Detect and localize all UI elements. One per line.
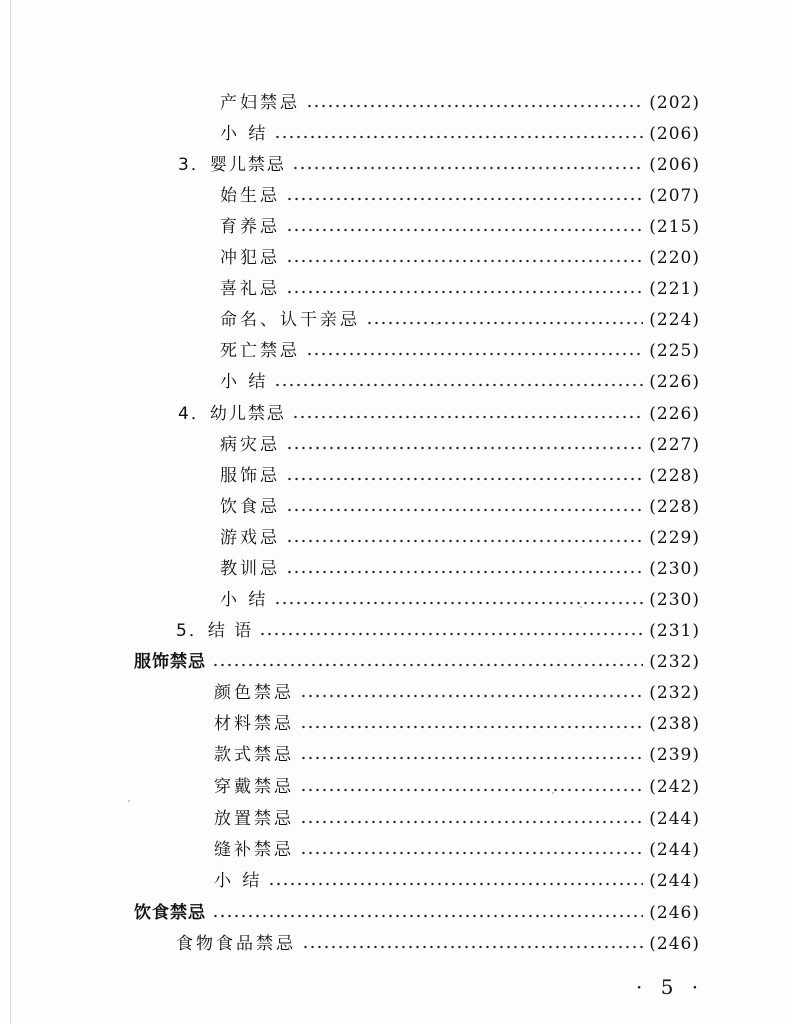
dot-leader: [292, 415, 643, 419]
toc-entry-title: 喜礼忌: [220, 279, 280, 299]
toc-entry-page: (239): [649, 745, 700, 765]
toc-entry-page: (227): [649, 435, 700, 455]
dot-leader: [300, 788, 643, 792]
toc-entry-page: (228): [649, 497, 700, 517]
toc-entry-title: 教训忌: [220, 559, 280, 579]
toc-chapter-title: 服饰禁忌: [134, 652, 206, 672]
toc-entry: [220, 305, 700, 335]
toc-entry-title: 食物食品禁忌: [176, 934, 296, 954]
toc-entry: [214, 772, 700, 802]
dot-leader: [306, 104, 643, 108]
toc-entry: [214, 835, 700, 865]
toc-entry-page: (206): [649, 155, 700, 175]
toc-entry: [214, 678, 700, 708]
toc-entry-page: (220): [649, 248, 700, 268]
toc-chapter-entry: [134, 898, 700, 928]
dot-leader: [286, 228, 643, 232]
toc-chapter-title: 饮食禁忌: [134, 903, 206, 923]
toc-chapter-entry: [134, 647, 700, 677]
dot-leader: [300, 756, 643, 760]
toc-entry-title: 小 结: [220, 590, 269, 610]
dot-leader: [300, 725, 643, 729]
dot-leader: [300, 820, 643, 824]
dot-leader: [212, 914, 643, 918]
toc-entry-page: (232): [649, 652, 700, 672]
toc-entry-title: 命名、认干亲忌: [220, 310, 360, 330]
toc-entry: [214, 709, 700, 739]
toc-entry: [220, 554, 700, 584]
toc-entry: [220, 243, 700, 273]
toc-entry-page: (224): [649, 310, 700, 330]
dot-leader: [286, 508, 643, 512]
toc-entry-page: (226): [649, 372, 700, 392]
toc-entry-title: 小 结: [220, 124, 269, 144]
dot-leader: [259, 632, 643, 636]
dot-leader: [274, 135, 643, 139]
toc-entry-page: (244): [649, 840, 700, 860]
dot-leader: [286, 197, 643, 201]
toc-entry-title: 病灾忌: [220, 435, 280, 455]
dot-leader: [212, 663, 643, 667]
page-number: · 5 ·: [636, 975, 705, 999]
dot-leader: [286, 477, 643, 481]
toc-entry-title: 颜色禁忌: [214, 683, 294, 703]
toc-entry-page: (246): [649, 903, 700, 923]
toc-entry-page: (206): [649, 124, 700, 144]
toc-entry-title: 材料禁忌: [214, 714, 294, 734]
toc-entry-page: (225): [649, 341, 700, 361]
toc-entry-title: 放置禁忌: [214, 809, 294, 829]
toc-entry-title: 穿戴禁忌: [214, 777, 294, 797]
toc-entry: [220, 585, 700, 615]
toc-entry-page: (238): [649, 714, 700, 734]
toc-entry-title: 小 结: [214, 871, 263, 891]
dot-leader: [286, 570, 643, 574]
scan-speck: [436, 323, 438, 325]
dot-leader: [286, 259, 643, 263]
toc-entry-title: 5．结 语: [176, 621, 254, 641]
dot-leader: [286, 446, 643, 450]
toc-entry-title: 游戏忌: [220, 528, 280, 548]
toc-entry-title: 小 结: [220, 372, 269, 392]
toc-entry-title: 冲犯忌: [220, 248, 280, 268]
dot-leader: [274, 601, 643, 605]
toc-entry-title: 4．幼儿禁忌: [178, 404, 286, 424]
dot-leader: [286, 290, 643, 294]
toc-entry: [220, 367, 700, 397]
dot-leader: [306, 352, 643, 356]
toc-entry: [178, 150, 700, 180]
scan-speck: [580, 606, 582, 608]
dot-leader: [300, 851, 643, 855]
toc-entry-title: 始生忌: [220, 186, 280, 206]
toc-entry-page: (232): [649, 683, 700, 703]
toc-entry: [214, 740, 700, 770]
toc-entry-title: 饮食忌: [220, 497, 280, 517]
scan-speck: [128, 800, 130, 802]
dot-leader: [274, 383, 643, 387]
toc-entry-page: (242): [649, 777, 700, 797]
dot-leader: [366, 321, 643, 325]
toc-entry: [220, 212, 700, 242]
toc-entry-page: (202): [649, 93, 700, 113]
dot-leader: [268, 882, 643, 886]
toc-entry: [178, 399, 700, 429]
toc-entry-title: 育养忌: [220, 217, 280, 237]
toc-entry-page: (221): [649, 279, 700, 299]
scan-speck: [552, 792, 554, 794]
toc-entry: [220, 88, 700, 118]
toc-entry-title: 款式禁忌: [214, 745, 294, 765]
toc-entry: [220, 274, 700, 304]
toc-entry-page: (244): [649, 809, 700, 829]
toc-entry-title: 产妇禁忌: [220, 93, 300, 113]
toc-entry: [176, 929, 700, 959]
toc-entry: [220, 336, 700, 366]
toc-entry-page: (230): [649, 590, 700, 610]
toc-entry-page: (229): [649, 528, 700, 548]
page-edge-line: [10, 0, 11, 1024]
dot-leader: [292, 166, 643, 170]
toc-entry-page: (226): [649, 404, 700, 424]
toc-entry-title: 服饰忌: [220, 466, 280, 486]
toc-entry-title: 死亡禁忌: [220, 341, 300, 361]
toc-entry: [214, 866, 700, 896]
toc-entry-title: 缝补禁忌: [214, 840, 294, 860]
toc-entry-page: (230): [649, 559, 700, 579]
toc-entry: [220, 430, 700, 460]
toc-entry: [220, 492, 700, 522]
toc-entry-page: (246): [649, 934, 700, 954]
toc-entry-page: (207): [649, 186, 700, 206]
toc-entry: [220, 523, 700, 553]
toc-entry-title: 3．婴儿禁忌: [178, 155, 286, 175]
toc-entry: [176, 616, 700, 646]
toc-entry-page: (231): [649, 621, 700, 641]
dot-leader: [302, 945, 643, 949]
toc-entry: [220, 119, 700, 149]
toc-entry-page: (244): [649, 871, 700, 891]
toc-entry: [220, 181, 700, 211]
dot-leader: [286, 539, 643, 543]
toc-entry-page: (215): [649, 217, 700, 237]
toc-entry: [220, 461, 700, 491]
toc-entry-page: (228): [649, 466, 700, 486]
dot-leader: [300, 694, 643, 698]
toc-entry: [214, 804, 700, 834]
